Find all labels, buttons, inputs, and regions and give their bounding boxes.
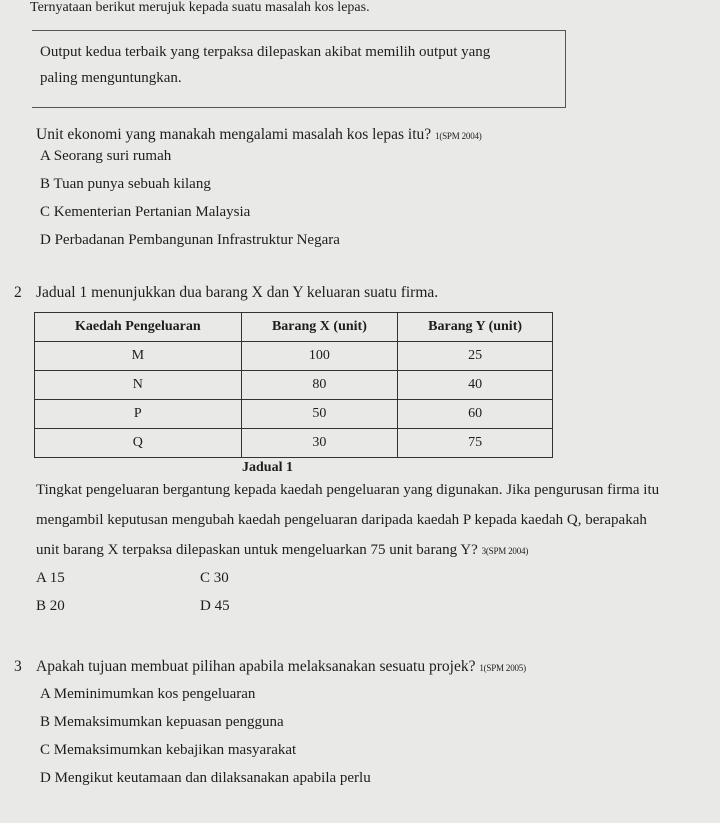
q2-para-line-1: Tingkat pengeluaran bergantung kepada kaedah pengeluaran yang digunakan. Jika pengurusan firma itu [36,482,660,498]
q3-option-a: A Meminimumkan kos pengeluaran [40,686,256,702]
top-line: Ternyataan berikut merujuk kepada suatu masalah kos lepas. [30,0,370,15]
q1-option-d: D Perbadanan Pembangunan Infrastruktur Negara [40,232,340,248]
q3-text [36,658,526,676]
q1-option-a: A Seorang suri rumah [40,148,172,164]
q2-question: Jadual 1 menunjukkan dua barang X dan Y keluaran suatu firma. [36,284,439,301]
table-row [35,342,553,371]
q2-para-line-2: mengambil keputusan mengubah kaedah pengeluaran daripada kaedah P kepada kaedah Q, berapakah [36,512,647,528]
statement-line-2: paling menguntungkan. [40,70,182,86]
table-cell: 75 [398,429,553,458]
table-cell: 80 [241,371,398,400]
q3-source: 1(SPM 2005) [479,663,526,673]
q2-option-d: D 45 [200,598,230,614]
q1-text [36,126,482,144]
q2-source: 3(SPM 2004) [481,546,529,556]
table-cell: 60 [398,400,553,429]
table-header: Barang Y (unit) [398,313,553,342]
table-cell: N [35,371,242,400]
q1-question: Unit ekonomi yang manakah mengalami masalah kos lepas itu? [36,126,432,143]
q1-source: 1(SPM 2004) [435,131,482,141]
table-header-row [35,313,553,342]
q1-option-c: C Kementerian Pertanian Malaysia [40,204,251,220]
production-table [34,312,553,458]
q1-option-b: B Tuan punya sebuah kilang [40,176,211,192]
statement-line-1: Output kedua terbaik yang terpaksa dilepaskan akibat memilih output yang [40,44,491,60]
table-cell: 25 [398,342,553,371]
table-header: Barang X (unit) [241,313,398,342]
table-row [35,400,553,429]
q2-option-a: A 15 [36,570,65,586]
table-cell: 100 [241,342,398,371]
table-caption: Jadual 1 [242,460,293,475]
table-cell: 50 [241,400,398,429]
q2-option-c: C 30 [200,570,229,586]
q3-number: 3 [14,658,22,675]
table-cell: P [35,400,242,429]
q2-option-b: B 20 [36,598,65,614]
q3-option-c: C Memaksimumkan kebajikan masyarakat [40,742,297,758]
table-row [35,371,553,400]
table-cell: Q [35,429,242,458]
table-cell: 40 [398,371,553,400]
table-row [35,429,553,458]
table-cell: 30 [241,429,398,458]
q3-option-b: B Memaksimumkan kepuasan pengguna [40,714,284,730]
statement-box [32,30,566,108]
table-header: Kaedah Pengeluaran [35,313,242,342]
table-cell: M [35,342,242,371]
q3-question: Apakah tujuan membuat pilihan apabila melaksanakan sesuatu projek? [36,658,476,675]
q2-para-line-3 [36,542,716,559]
q3-option-d: D Mengikut keutamaan dan dilaksanakan apabila perlu [40,770,371,786]
q2-para-text: unit barang X terpaksa dilepaskan untuk mengeluarkan 75 unit barang Y? [36,542,478,558]
q2-number: 2 [14,284,22,301]
